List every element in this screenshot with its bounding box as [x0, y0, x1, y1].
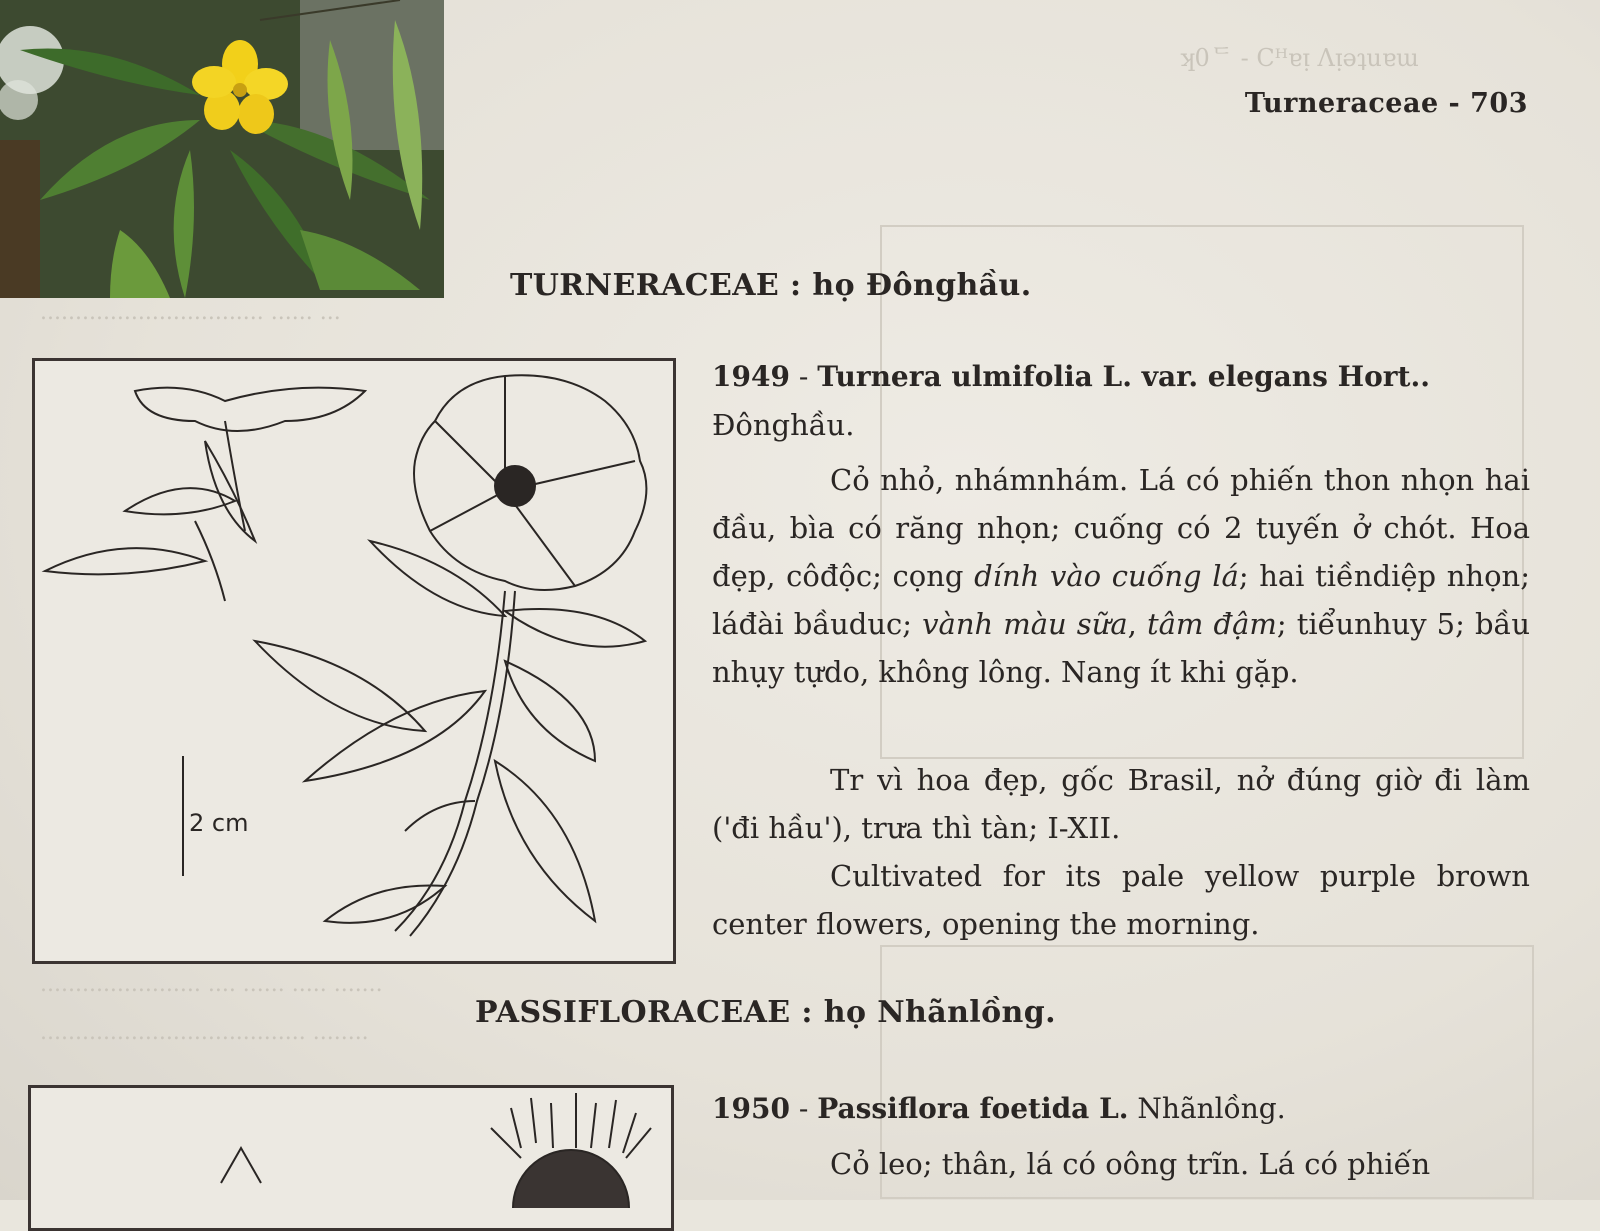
scientific-name: Turnera ulmifolia L. var. elegans Hort..	[817, 360, 1430, 393]
family-latin-name: PASSIFLORACEAE	[475, 995, 791, 1030]
entry-number: 1949	[712, 360, 790, 393]
entry-1949-note-vietnamese: Tr vì hoa đẹp, gốc Brasil, nở đúng giờ đi làm ('đi hầu'), trưa thì tàn; I-XII.	[712, 763, 1530, 845]
entry-1949-description	[712, 456, 1530, 696]
illustration-plate-turnera	[32, 358, 676, 964]
running-head: Turneraceae - 703	[1244, 88, 1528, 119]
bleed-through-text: ...................................... ........	[40, 1020, 369, 1045]
family-vietnamese-name: họ Nhãnlồng.	[823, 995, 1056, 1030]
common-name: Nhãnlồng.	[1137, 1092, 1286, 1125]
passiflora-line-drawing	[31, 1088, 671, 1208]
bleed-through-text: ....................... .... ...... ..... .......	[40, 972, 383, 997]
turnera-line-drawing	[35, 361, 673, 961]
scale-bar-label: 2 cm	[189, 809, 249, 837]
description-italic: vành màu sữa	[922, 607, 1128, 641]
description-text: ; tiểunhuy 5; bầu nhụy tựdo, không lông. Nang ít khi gặp.	[712, 607, 1531, 689]
description-italic: tâm đậm	[1146, 607, 1277, 641]
entry-1950-description: Cỏ leo; thân, lá có oông trĩn. Lá có phiến	[830, 1147, 1431, 1181]
common-name: Đônghầu.	[712, 408, 855, 442]
description-italic: dính vào cuống lá	[974, 559, 1239, 593]
family-heading-turneraceae: TURNERACEAE : họ Đônghầu.	[510, 268, 1032, 303]
family-latin-name: TURNERACEAE	[510, 268, 780, 303]
entry-1950-heading: 1950 - Passiflora foetida L. Nhãnlồng.	[712, 1092, 1286, 1125]
entry-number: 1950	[712, 1092, 790, 1125]
family-vietnamese-name: họ Đônghầu.	[812, 268, 1032, 303]
entry-1949-note-english: Cultivated for its pale yellow purple brown center flowers, opening the morning.	[712, 859, 1530, 941]
turnera-photo-image	[0, 0, 444, 298]
description-text: Cỏ nhỏ, nhámnhám. Lá có phiến thon nhọn hai đầu, bìa có răng nhọn; cuống có 2 tuyến ở chót. Hoa đẹp, côđộc; cọng	[712, 463, 1530, 593]
entry-1949-heading: 1949 - Turnera ulmifolia L. var. elegans Hort..	[712, 360, 1430, 393]
flower-photo	[0, 0, 444, 298]
bleed-through-text: ................................ ...... ...	[40, 300, 341, 325]
illustration-plate-passiflora	[28, 1085, 674, 1231]
description-text: ,	[1127, 607, 1137, 641]
description-text: ; hai tiềndiệp nhọn; láđài bầuduc;	[712, 559, 1531, 641]
bleed-through-text: ʞ0ᄃ - Cᴴɐᴉ Ʌᴉǝʇuɐɯ	[1180, 44, 1419, 72]
family-heading-passifloraceae: PASSIFLORACEAE : họ Nhãnlồng.	[475, 995, 1056, 1030]
scientific-name: Passiflora foetida L.	[817, 1092, 1129, 1125]
